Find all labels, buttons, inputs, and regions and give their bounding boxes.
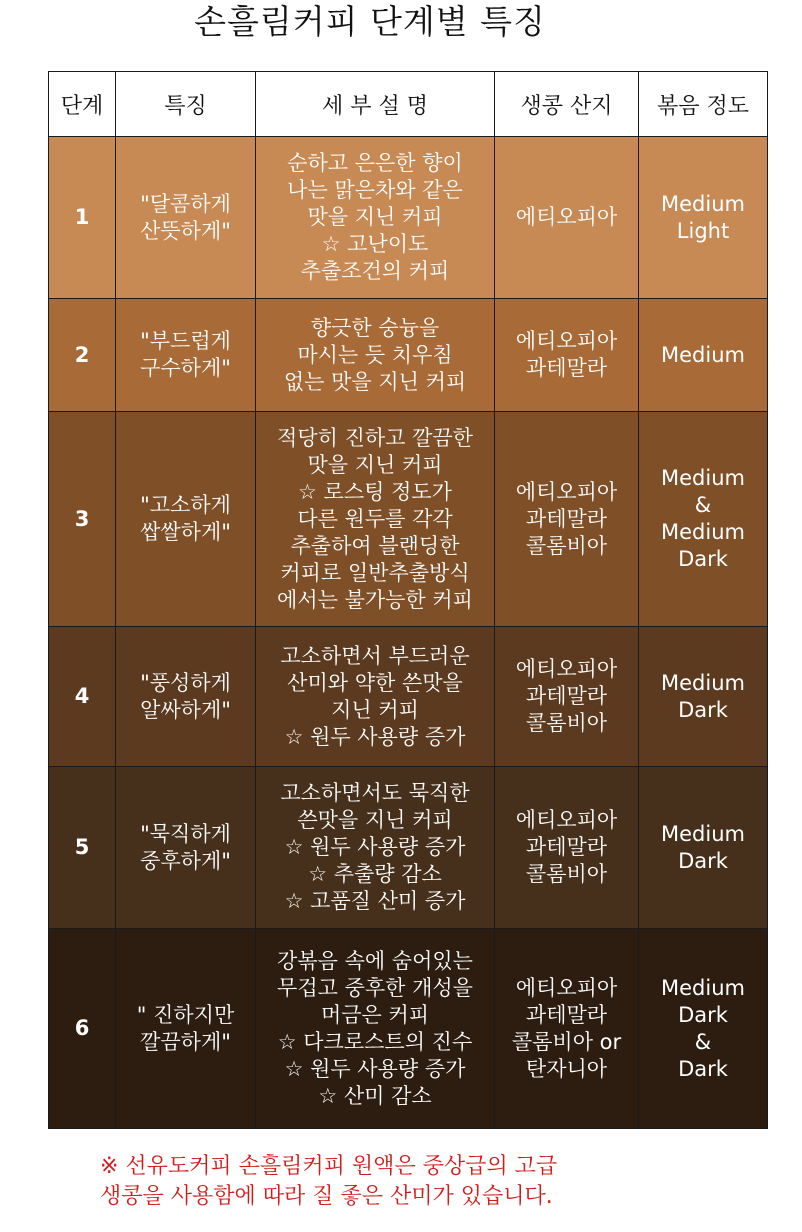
description-cell-line: 지닌 커피	[331, 697, 419, 722]
origin-cell-line: 과테말라	[525, 1002, 608, 1027]
description-cell-line: ☆ 로스팅 정도가	[298, 479, 452, 504]
feature-cell-line: 구수하게"	[140, 356, 231, 380]
description-cell-line: 순하고 은은한 향이	[287, 151, 463, 175]
table-row	[49, 137, 768, 299]
roast-cell	[639, 929, 768, 1129]
step-cell: 5	[49, 767, 116, 929]
feature-cell-line: "부드럽게	[140, 329, 231, 353]
description-cell-line: 추출하여 블랜딩한	[290, 533, 460, 558]
header-step: 단계	[49, 72, 116, 137]
footnote	[100, 1152, 740, 1212]
step-cell: 3	[49, 412, 116, 627]
table-row	[49, 412, 768, 627]
roast-cell-line: Dark	[678, 1002, 728, 1027]
description-cell	[256, 929, 495, 1129]
feature-cell-line: 산뜻하게"	[140, 218, 231, 243]
description-cell-line: 맛을 지닌 커피	[307, 205, 443, 229]
feature-cell-line: 쌉쌀하게"	[140, 520, 231, 544]
feature-cell	[116, 627, 256, 767]
table-row	[49, 627, 768, 767]
roast-cell	[639, 412, 768, 627]
roast-cell-line: Dark	[678, 547, 728, 571]
feature-cell-line: 알싸하게"	[140, 697, 231, 722]
origin-cell-line: 에티오피아	[515, 808, 618, 832]
origin-cell	[495, 412, 639, 627]
origin-cell	[495, 767, 639, 929]
origin-cell-line: 콜롬비아	[525, 533, 608, 558]
feature-cell-line: "묵직하게	[140, 821, 231, 846]
feature-cell	[116, 767, 256, 929]
header-description: 세 부 설 명	[256, 72, 495, 137]
description-cell-line: 무겁고 중후한 개성을	[277, 975, 473, 1000]
description-cell-line: ☆ 원두 사용량 증가	[284, 1056, 466, 1081]
roast-cell-line: Medium	[661, 342, 745, 367]
roast-cell-line: Light	[676, 218, 730, 243]
description-cell-line: 향긋한 숭늉을	[310, 315, 440, 340]
origin-cell-line: 과테말라	[525, 356, 608, 380]
description-cell	[256, 767, 495, 929]
roast-cell	[639, 627, 768, 767]
roast-cell-line: Medium	[661, 821, 745, 846]
feature-cell-line: 깔끔하게"	[140, 1029, 231, 1054]
origin-cell-line: 에티오피아	[515, 479, 618, 504]
feature-cell-line: " 진하지만	[136, 1002, 235, 1027]
roast-cell	[639, 299, 768, 412]
origin-cell-line: 에티오피아	[515, 205, 618, 229]
step-cell: 2	[49, 299, 116, 412]
description-cell-line: ☆ 고품질 산미 증가	[284, 889, 466, 913]
feature-cell-line: "달콤하게	[140, 191, 231, 216]
table-row	[49, 299, 768, 412]
description-cell	[256, 137, 495, 299]
description-cell-line: 머금은 커피	[320, 1002, 430, 1027]
feature-cell-line: "풍성하게	[140, 670, 231, 695]
origin-cell-line: 에티오피아	[515, 657, 618, 681]
feature-cell	[116, 299, 256, 412]
feature-cell	[116, 412, 256, 627]
feature-cell-line: "고소하게	[140, 493, 231, 517]
origin-cell-line: 과테말라	[525, 835, 608, 859]
description-cell-line: 추출조건의 커피	[300, 259, 450, 283]
description-cell-line: ☆ 원두 사용량 증가	[284, 835, 466, 859]
feature-cell	[116, 929, 256, 1129]
origin-cell-line: 콜롬비아 or	[511, 1029, 622, 1054]
origin-cell-line: 탄자니아	[525, 1056, 608, 1081]
description-cell-line: 강볶음 속에 숨어있는	[277, 948, 473, 973]
table-header-row	[49, 72, 768, 137]
step-cell: 6	[49, 929, 116, 1129]
description-cell-line: ☆ 추출량 감소	[308, 862, 442, 886]
roast-cell-line: Medium	[661, 670, 745, 695]
description-cell	[256, 412, 495, 627]
step-cell: 1	[49, 137, 116, 299]
origin-cell-line: 콜롬비아	[525, 862, 608, 886]
description-cell	[256, 299, 495, 412]
roast-cell-line: Medium	[661, 975, 745, 1000]
origin-cell-line: 과테말라	[525, 506, 608, 531]
step-cell: 4	[49, 627, 116, 767]
description-cell-line: 다른 원두를 각각	[297, 506, 453, 531]
roast-cell-line: &	[694, 1029, 712, 1054]
description-cell-line: 쓴맛을 지닌 커피	[297, 808, 453, 832]
footnote-line: ※ 선유도커피 손흘림커피 원액은 중상급의 고급	[100, 1154, 558, 1179]
description-cell-line: 맛을 지닌 커피	[307, 452, 443, 477]
roast-cell-line: &	[694, 493, 712, 517]
description-cell-line: 커피로 일반추출방식	[280, 560, 470, 585]
description-cell-line: ☆ 산미 감소	[318, 1083, 432, 1108]
header-roast: 볶음 정도	[639, 72, 768, 137]
description-cell	[256, 627, 495, 767]
header-origin: 생콩 산지	[495, 72, 639, 137]
roast-cell-line: Dark	[678, 848, 728, 873]
table-row	[49, 929, 768, 1129]
origin-cell-line: 에티오피아	[515, 975, 618, 1000]
footnote-line: 생콩을 사용함에 따라 질 좋은 산미가 있습니다.	[100, 1184, 553, 1209]
origin-cell-line: 콜롬비아	[525, 711, 608, 735]
description-cell-line: 고소하면서도 묵직한	[280, 781, 470, 805]
description-cell-line: 없는 맛을 지닌 커피	[283, 369, 467, 394]
roast-level-table	[48, 71, 768, 1129]
roast-cell-line: Dark	[678, 1056, 728, 1081]
origin-cell-line: 과테말라	[525, 684, 608, 708]
description-cell-line: 나는 맑은차와 같은	[287, 178, 463, 202]
header-feature: 특징	[116, 72, 256, 137]
roast-cell	[639, 767, 768, 929]
roast-cell-line: Dark	[678, 697, 728, 722]
description-cell-line: ☆ 원두 사용량 증가	[284, 724, 466, 749]
origin-cell-line: 에티오피아	[515, 329, 618, 353]
roast-cell-line: Medium	[661, 191, 745, 216]
page-title: 손흘림커피 단계별 특징	[194, 2, 546, 41]
origin-cell	[495, 929, 639, 1129]
description-cell-line: ☆ 다크로스트의 진수	[277, 1029, 473, 1054]
description-cell-line: 에서는 불가능한 커피	[277, 587, 473, 612]
description-cell-line: 고소하면서 부드러운	[280, 643, 470, 668]
origin-cell	[495, 299, 639, 412]
description-cell-line: ☆ 고난이도	[321, 232, 429, 256]
description-cell-line: 적당히 진하고 깔끔한	[277, 425, 473, 450]
origin-cell	[495, 137, 639, 299]
table-row	[49, 767, 768, 929]
feature-cell-line: 중후하게"	[140, 848, 231, 873]
roast-cell-line: Medium	[661, 520, 745, 544]
roast-cell	[639, 137, 768, 299]
feature-cell	[116, 137, 256, 299]
roast-cell-line: Medium	[661, 466, 745, 490]
description-cell-line: 마시는 듯 치우침	[297, 342, 453, 367]
origin-cell	[495, 627, 639, 767]
description-cell-line: 산미와 약한 쓴맛을	[287, 670, 463, 695]
